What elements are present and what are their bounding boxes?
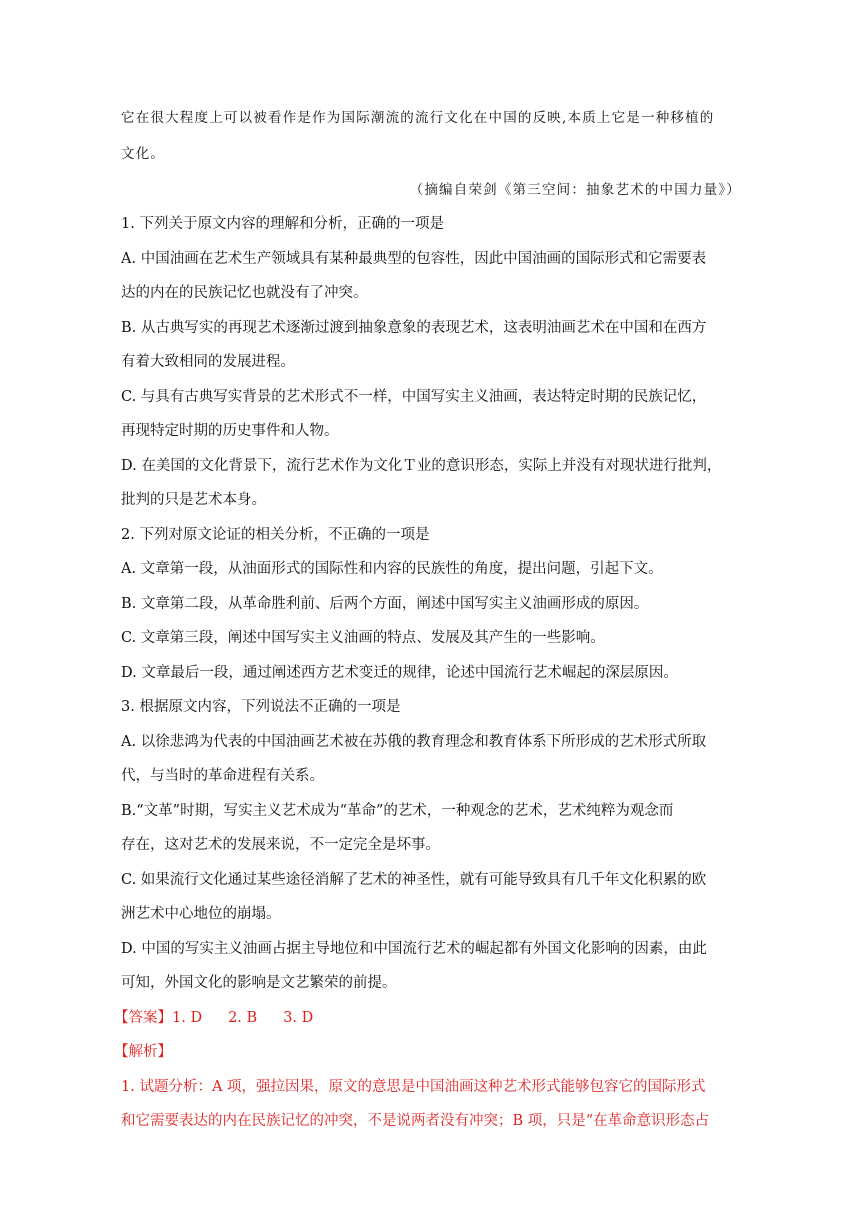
answer-item: 2. B [228, 1010, 258, 1026]
analysis-line: 1. 试题分析：A 项，强拉因果，原文的意思是中国油画这种艺术形式能够包容它的国际形式 [121, 1079, 706, 1095]
option-line: B.“文革”时期，写实主义艺术成为“革命”的艺术，一种观念的艺术，艺术纯粹为观念而 [121, 803, 674, 819]
option-line: 存在，这对艺术的发展来说，不一定完全是坏事。 [121, 837, 440, 853]
question-stem: 1. 下列关于原文内容的理解和分析，正确的一项是 [121, 216, 444, 232]
option-line: 批判的只是艺术本身。 [121, 492, 266, 508]
option-line: A. 中国油画在艺术生产领域具有某种最典型的包容性，因此中国油画的国际形式和它需要表 [121, 251, 707, 267]
option-line: 再现特定时期的历史事件和人物。 [121, 423, 339, 439]
option-line: C. 如果流行文化通过某些途径消解了艺术的神圣性，就有可能导致具有几千年文化积累的欧 [121, 872, 707, 888]
option-line: 洲艺术中心地位的崩塌。 [121, 906, 281, 922]
option-line: 可知，外国文化的影响是文艺繁荣的前提。 [121, 975, 397, 991]
option-line: C. 与具有古典写实背景的艺术形式不一样，中国写实主义油画，表达特定时期的民族记忆， [121, 389, 707, 405]
question-stem: 2. 下列对原文论证的相关分析，不正确的一项是 [121, 527, 430, 543]
source-citation: （摘编自荣剑《第三空间：抽象艺术的中国力量》） [409, 182, 741, 198]
answer-tag: 【答案】 [114, 1010, 172, 1026]
option-line: B. 文章第二段，从革命胜利前、后两个方面，阐述中国写实主义油画形成的原因。 [121, 596, 649, 612]
option-line: A. 文章第一段，从油面形式的国际性和内容的民族性的角度，提出问题，引起下文。 [121, 561, 663, 577]
option-line: B. 从古典写实的再现艺术逐渐过渡到抽象意象的表现艺术，这表明油画艺术在中国和在西方 [121, 320, 707, 336]
analysis-line: 和它需要表达的内在民族记忆的冲突，不是说两者没有冲突；B 项，只是“在革命意识形态占 [121, 1113, 710, 1129]
option-line: 达的内在的民族记忆也就没有了冲突。 [121, 285, 368, 301]
paragraph-line: 它在很大程度上可以被看作是作为国际潮流的流行文化在中国的反映,本质上它是一种移植的 [121, 110, 715, 126]
option-line: A. 以徐悲鸿为代表的中国油画艺术被在苏俄的教育理念和教育体系下所形成的艺术形式所取 [121, 734, 707, 750]
answer-item: 3. D [283, 1010, 314, 1026]
paragraph-line: 文化。 [121, 146, 166, 162]
analysis-tag: 【解析】 [114, 1044, 172, 1060]
option-line: C. 文章第三段，阐述中国写实主义油画的特点、发展及其产生的一些影响。 [121, 630, 605, 646]
option-line: D. 文章最后一段，通过阐述西方艺术变迁的规律，论述中国流行艺术崛起的深层原因。 [121, 665, 678, 681]
option-line: 有着大致相同的发展进程。 [121, 354, 295, 370]
answer-item: 1. D [172, 1010, 203, 1026]
option-line: D. 中国的写实主义油画占据主导地位和中国流行艺术的崛起都有外国文化影响的因素，由此 [121, 941, 707, 957]
answer-line [114, 1008, 734, 1028]
option-line: 代，与当时的革命进程有关系。 [121, 768, 324, 784]
option-line: D. 在美国的文化背景下，流行艺术作为文化Ｔ业的意识形态，实际上并没有对现状进行批判， [121, 458, 722, 474]
question-stem: 3. 根据原文内容，下列说法不正确的一项是 [121, 699, 401, 715]
